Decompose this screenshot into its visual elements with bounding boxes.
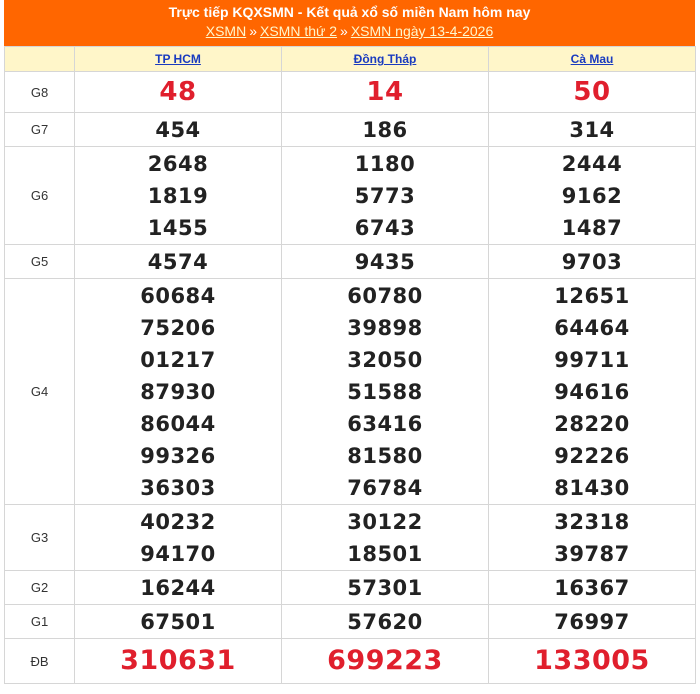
prize-number: 94616 (554, 379, 630, 404)
prize-number: 186 (362, 117, 408, 142)
prize-number: 81580 (347, 443, 423, 468)
prize-number: 1487 (561, 215, 623, 240)
prize-cell (489, 279, 696, 505)
prize-row (5, 639, 696, 684)
prize-number: 12651 (554, 283, 630, 308)
prize-number: 6743 (354, 215, 416, 240)
prize-number: 99326 (140, 443, 216, 468)
prize-cell (75, 505, 282, 571)
prize-label: G2 (5, 571, 75, 605)
prize-number: 310631 (120, 645, 236, 676)
prize-cell (75, 279, 282, 505)
prize-number: 32050 (347, 347, 423, 372)
prize-label: G3 (5, 505, 75, 571)
prize-number: 18501 (347, 541, 423, 566)
prize-number: 1180 (354, 151, 416, 176)
prize-number: 75206 (140, 315, 216, 340)
prize-number: 9435 (354, 249, 416, 274)
province-link-dong-thap[interactable]: Đồng Tháp (353, 52, 417, 66)
prize-cell (75, 605, 282, 639)
prize-number: 63416 (347, 411, 423, 436)
prize-number: 454 (155, 117, 201, 142)
prize-number: 32318 (554, 509, 630, 534)
prize-number: 16244 (140, 575, 216, 600)
prize-number: 57301 (347, 575, 423, 600)
province-header-row (5, 47, 696, 72)
prize-cell (282, 245, 489, 279)
prize-label: G5 (5, 245, 75, 279)
header-empty-cell (5, 47, 75, 72)
prize-cell (75, 72, 282, 113)
prize-number: 51588 (347, 379, 423, 404)
prize-cell (489, 72, 696, 113)
prize-row (5, 147, 696, 245)
prize-number: 9703 (561, 249, 623, 274)
prize-number: 9162 (561, 183, 623, 208)
prize-number: 40232 (140, 509, 216, 534)
prize-number: 133005 (534, 645, 650, 676)
prize-label: G7 (5, 113, 75, 147)
prize-cell (489, 605, 696, 639)
province-link-ca-mau[interactable]: Cà Mau (570, 52, 614, 66)
prize-cell (282, 72, 489, 113)
prize-label: ĐB (5, 639, 75, 684)
prize-number: 50 (573, 77, 611, 107)
province-link-tp-hcm[interactable]: TP HCM (155, 52, 201, 66)
prize-row (5, 113, 696, 147)
results-header (4, 0, 695, 46)
prize-cell (75, 147, 282, 245)
prize-cell (75, 571, 282, 605)
prize-number: 94170 (140, 541, 216, 566)
province-header-cell (282, 47, 489, 72)
prize-number: 4574 (147, 249, 209, 274)
prize-label: G1 (5, 605, 75, 639)
prize-label: G6 (5, 147, 75, 245)
prize-cell (75, 639, 282, 684)
prize-row (5, 505, 696, 571)
prize-label: G8 (5, 72, 75, 113)
prize-number: 1455 (147, 215, 209, 240)
breadcrumb-separator: » (340, 23, 348, 39)
prize-row (5, 279, 696, 505)
prize-number: 2648 (147, 151, 209, 176)
breadcrumb (4, 23, 695, 39)
prize-number: 86044 (140, 411, 216, 436)
prize-number: 14 (366, 77, 404, 107)
prize-number: 30122 (347, 509, 423, 534)
prize-cell (282, 571, 489, 605)
prize-cell (282, 113, 489, 147)
prize-row (5, 605, 696, 639)
prize-number: 64464 (554, 315, 630, 340)
prize-number: 39898 (347, 315, 423, 340)
prize-cell (489, 639, 696, 684)
prize-number: 699223 (327, 645, 443, 676)
prize-cell (489, 245, 696, 279)
prize-number: 67501 (140, 609, 216, 634)
prize-number: 2444 (561, 151, 623, 176)
prize-number: 87930 (140, 379, 216, 404)
prize-cell (489, 505, 696, 571)
prize-number: 16367 (554, 575, 630, 600)
province-header-cell (489, 47, 696, 72)
results-table (4, 46, 696, 684)
prize-number: 28220 (554, 411, 630, 436)
prize-number: 36303 (140, 475, 216, 500)
breadcrumb-xsmn-date-link[interactable]: XSMN ngày 13-4-2026 (350, 23, 494, 39)
prize-number: 81430 (554, 475, 630, 500)
prize-number: 57620 (347, 609, 423, 634)
prize-number: 48 (159, 77, 197, 107)
breadcrumb-xsmn-link[interactable]: XSMN (205, 23, 247, 39)
breadcrumb-separator: » (249, 23, 257, 39)
prize-number: 1819 (147, 183, 209, 208)
prize-number: 76997 (554, 609, 630, 634)
prize-number: 01217 (140, 347, 216, 372)
breadcrumb-xsmn-thu2-link[interactable]: XSMN thứ 2 (259, 23, 338, 39)
prize-number: 39787 (554, 541, 630, 566)
prize-cell (282, 279, 489, 505)
prize-cell (282, 639, 489, 684)
prize-number: 5773 (354, 183, 416, 208)
prize-cell (489, 147, 696, 245)
prize-cell (489, 571, 696, 605)
prize-number: 99711 (554, 347, 630, 372)
prize-number: 92226 (554, 443, 630, 468)
prize-number: 76784 (347, 475, 423, 500)
prize-row (5, 245, 696, 279)
prize-cell (282, 605, 489, 639)
prize-cell (282, 147, 489, 245)
prize-number: 60780 (347, 283, 423, 308)
prize-cell (282, 505, 489, 571)
prize-cell (489, 113, 696, 147)
prize-number: 314 (569, 117, 615, 142)
province-header-cell (75, 47, 282, 72)
prize-cell (75, 245, 282, 279)
prize-row (5, 571, 696, 605)
prize-row (5, 72, 696, 113)
page-title: Trực tiếp KQXSMN - Kết quả xổ số miền Nam hôm nay (168, 4, 531, 20)
prize-cell (75, 113, 282, 147)
prize-label: G4 (5, 279, 75, 505)
prize-number: 60684 (140, 283, 216, 308)
